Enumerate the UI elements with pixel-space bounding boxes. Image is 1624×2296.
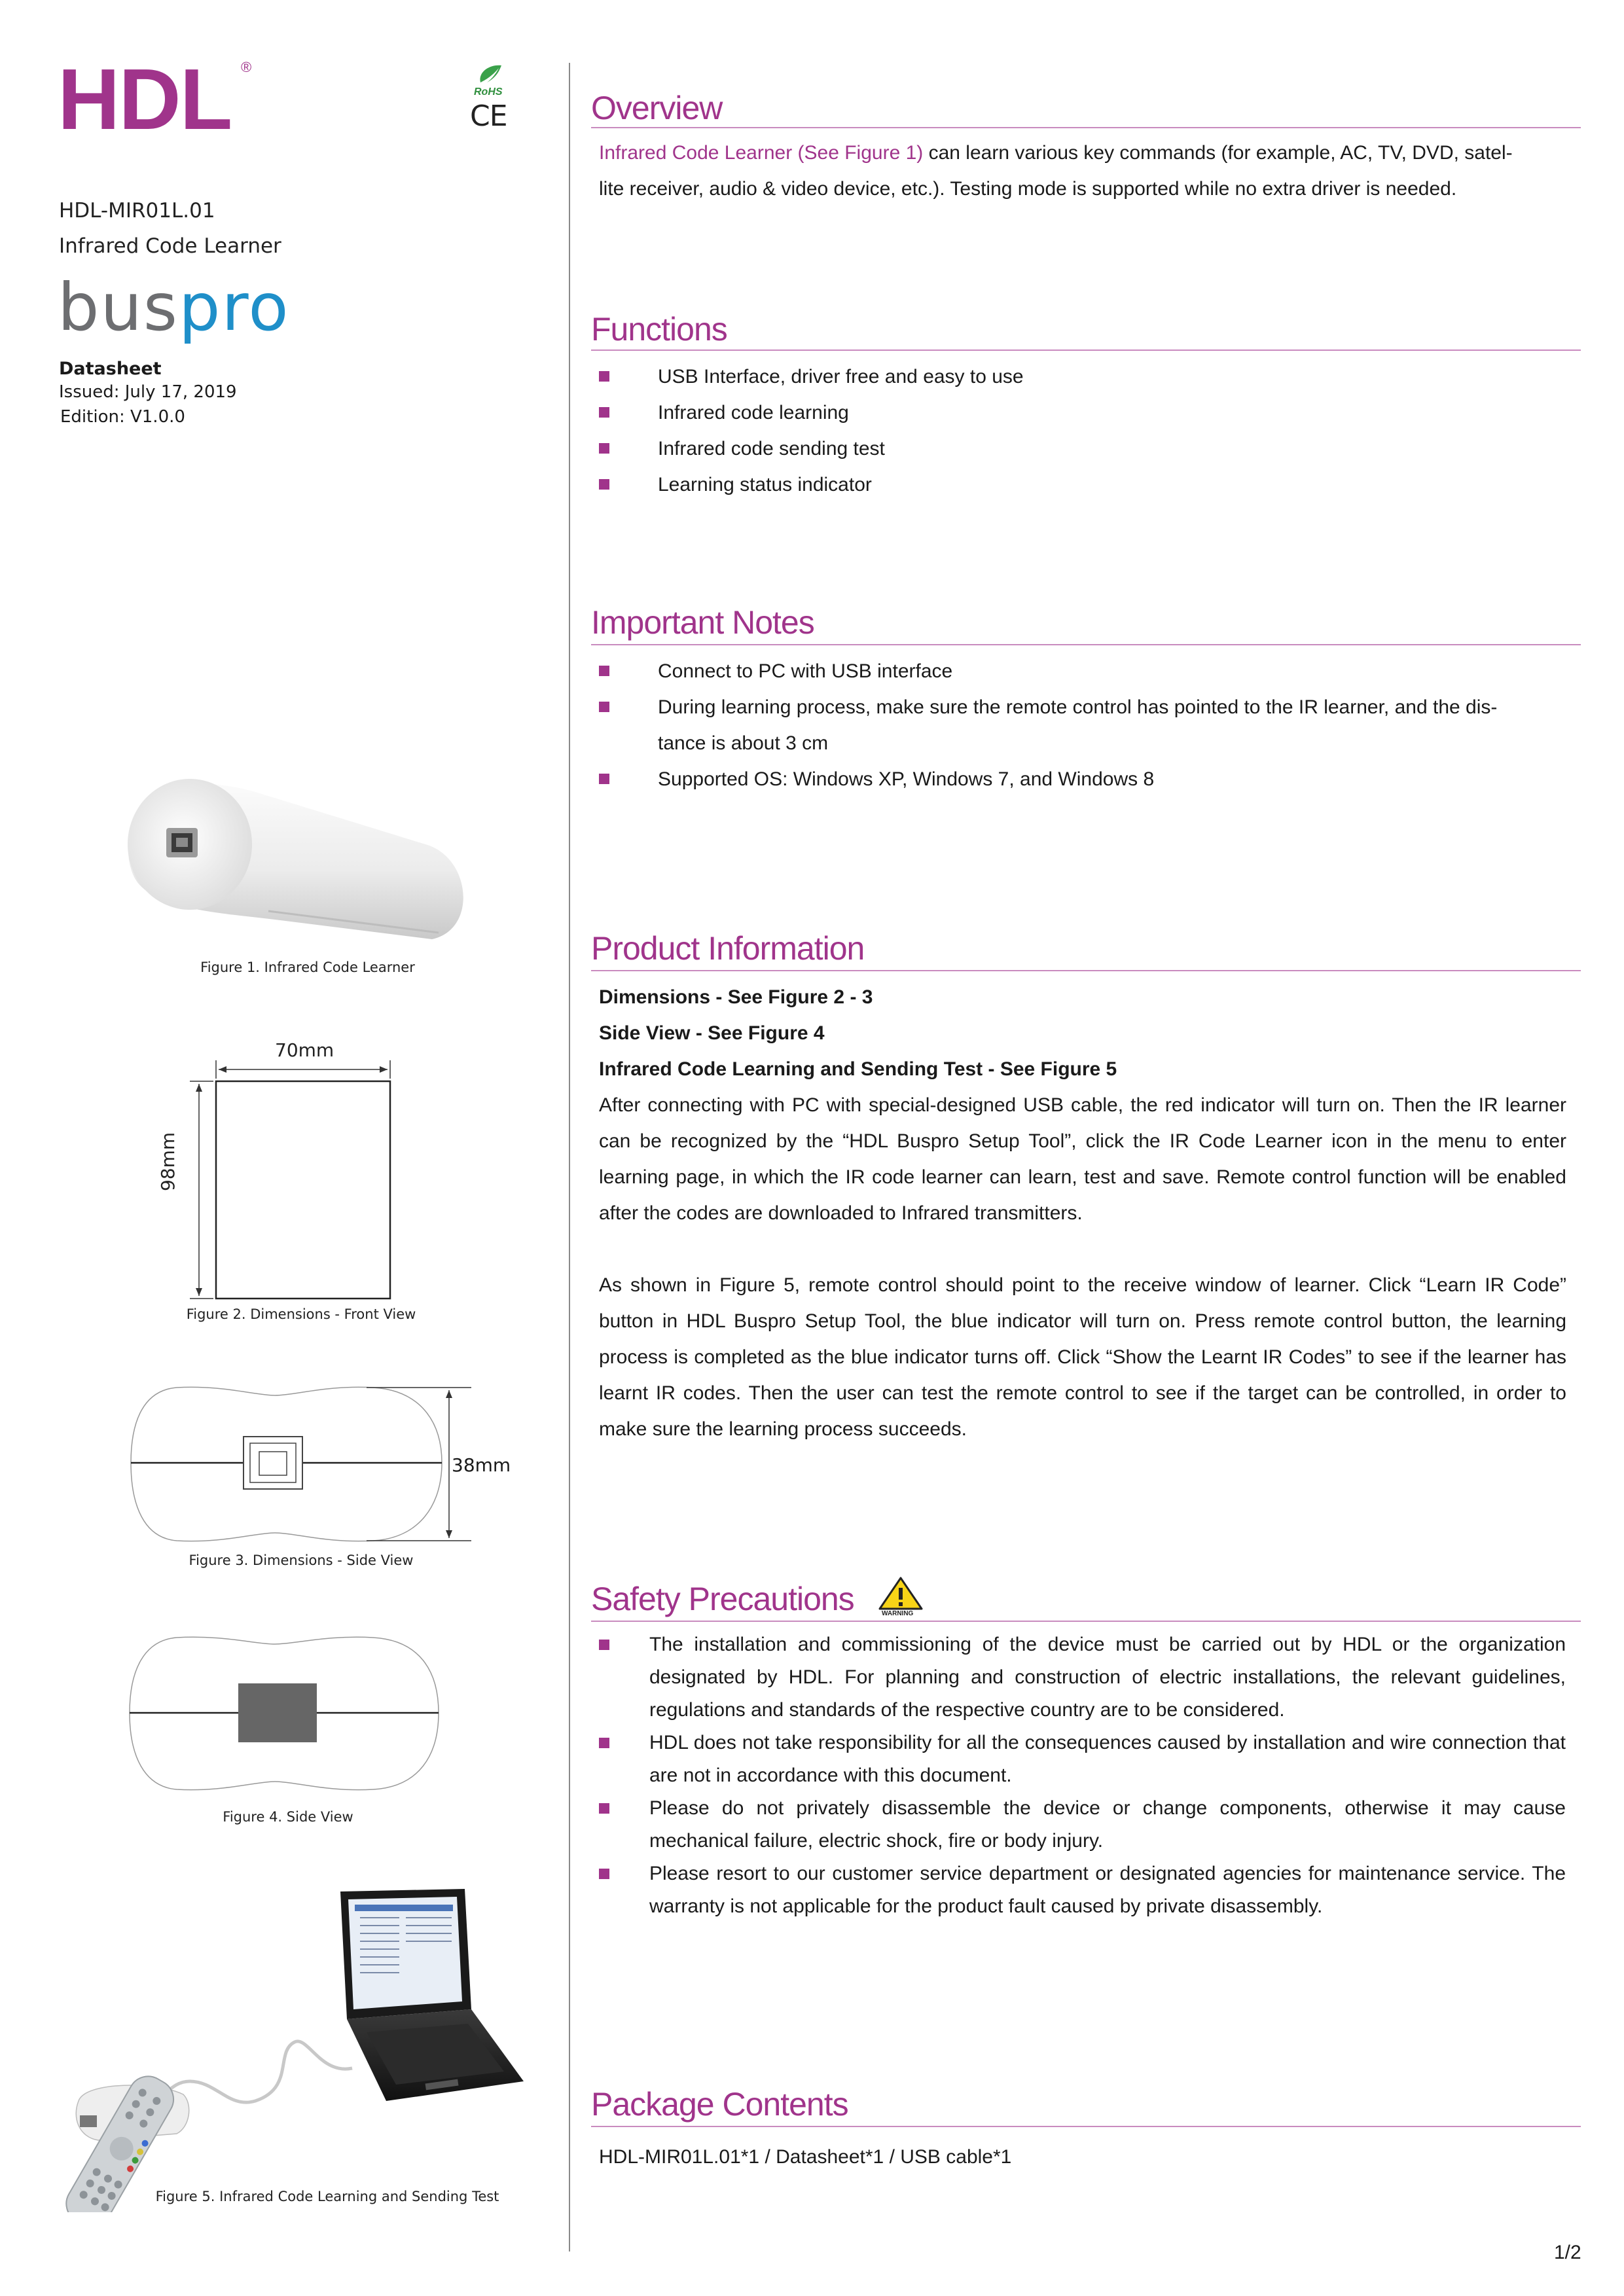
bullet-icon [599, 702, 609, 712]
notes-rule [591, 644, 1581, 645]
safety-item-3: Please do not privately disassemble the device or change components, otherwise it may cause mechanical failure, electric shock, fire or body injury. [649, 1797, 1566, 1852]
registered-mark: ® [241, 59, 252, 75]
product-info-title: Product Information [591, 930, 865, 967]
model-number: HDL-MIR01L.01 [59, 199, 215, 223]
overview-highlight: Infrared Code Learner (See Figure 1) [599, 142, 924, 164]
datasheet-title: Datasheet [59, 359, 162, 379]
safety-item-4: Please resort to our customer service department or designated agencies for maintenance service. The warranty is not applicable for the product fault caused by private disassembly. [649, 1863, 1566, 1917]
product-info-line3: Infrared Code Learning and Sending Test - See Figure 5 [599, 1058, 1117, 1080]
figure-5-caption: Figure 5. Infrared Code Learning and Sending Test [155, 2189, 499, 2204]
column-divider [569, 63, 570, 2251]
functions-title: Functions [591, 311, 727, 348]
list-item-text: USB Interface, driver free and easy to use [658, 366, 1024, 387]
product-info-line1: Dimensions - See Figure 2 - 3 [599, 986, 873, 1008]
rohs-label: RoHS [474, 86, 503, 98]
figure-1-caption: Figure 1. Infrared Code Learner [200, 960, 415, 975]
notes-title: Important Notes [591, 604, 814, 641]
product-info-para2: As shown in Figure 5, remote control should point to the receive window of learner. Click “Learn IR Code” button in HDL Buspro Setup Tool, the blue indicator will turn on. Press remote control button, the learning process is completed as the blue indicator turns off. Click “Show the Learnt IR Codes” to see if the learner has learnt IR codes. Then the user can test the remote control to see if the target can be controlled, in order to make sure the learning process succeeds. [599, 1274, 1566, 1440]
overview-title: Overview [591, 90, 723, 126]
list-item-text: Connect to PC with USB interface [658, 660, 953, 682]
figure-3-drawing [124, 1381, 478, 1558]
figure-4-caption: Figure 4. Side View [223, 1809, 353, 1825]
figure-2-height-label: 98mm [157, 1132, 179, 1191]
safety-rule [591, 1621, 1581, 1622]
buspro-logo-part1: bus [58, 269, 179, 346]
figure-1-image [111, 772, 484, 956]
bullet-icon [599, 1640, 609, 1650]
product-info-line2: Side View - See Figure 4 [599, 1022, 825, 1044]
bullet-icon [599, 443, 609, 454]
buspro-logo [58, 269, 290, 346]
hdl-logo: HDL [58, 51, 232, 147]
list-item-text: Infrared code sending test [658, 438, 885, 459]
safety-item-2: HDL does not take responsibility for all the consequences caused by installation and wire connection that are not in accordance with this document. [649, 1732, 1566, 1786]
list-item-text: Supported OS: Windows XP, Windows 7, and Windows 8 [658, 768, 1155, 790]
list-item-text: tance is about 3 cm [658, 732, 829, 754]
figure-4-drawing [124, 1630, 452, 1806]
product-info-para1: After connecting with PC with special-designed USB cable, the red indicator will turn on. Then the IR learner can be recognized by the “HDL Buspro Setup Tool”, click the IR Code Learner icon in the menu to enter learning page, in which the IR code learner can learn, test and save. Remote control function will be enabled after the codes are downloaded to Infrared transmitters. [599, 1094, 1566, 1224]
package-text: HDL-MIR01L.01*1 / Datasheet*1 / USB cable*1 [599, 2146, 1012, 2168]
list-item-text: Learning status indicator [658, 474, 872, 495]
overview-text [599, 135, 1566, 207]
figure-2-caption: Figure 2. Dimensions - Front View [186, 1306, 416, 1322]
figure-2-width-label: 70mm [275, 1039, 334, 1061]
overview-line-1 [599, 135, 1566, 171]
issued-date: Issued: July 17, 2019 [59, 382, 237, 402]
figure-2-drawing [164, 1054, 399, 1309]
product-info-body [599, 979, 1566, 1447]
bullet-icon [599, 1738, 609, 1748]
bullet-icon [599, 1869, 609, 1879]
bullet-icon [599, 666, 609, 676]
buspro-logo-part2: pro [178, 269, 290, 346]
list-item-text: During learning process, make sure the remote control has pointed to the IR learner, and the dis- [658, 696, 1498, 718]
package-rule [591, 2126, 1581, 2127]
bullet-icon [599, 1803, 609, 1814]
package-title: Package Contents [591, 2086, 848, 2123]
overview-text-line1: can learn various key commands (for example, AC, TV, DVD, satel- [923, 142, 1513, 164]
product-name: Infrared Code Learner [59, 234, 281, 258]
bullet-icon [599, 479, 609, 490]
bullet-icon [599, 774, 609, 784]
edition: Edition: V1.0.0 [60, 407, 185, 427]
bullet-icon [599, 407, 609, 418]
warning-label: WARNING [882, 1610, 914, 1617]
product-info-rule [591, 970, 1581, 971]
functions-rule [591, 350, 1581, 351]
overview-text-line2: lite receiver, audio & video device, etc.). Testing mode is supported while no extra driver is needed. [599, 178, 1457, 200]
ce-mark: CE [470, 99, 507, 133]
safety-item-1: The installation and commissioning of the device must be carried out by HDL or the organization designated by HDL. For planning and construction of electric installations, the relevant guidelines, regulations and standards of the respective country are to be considered. [649, 1634, 1566, 1721]
overview-rule [591, 127, 1581, 128]
figure-3-height-label: 38mm [452, 1454, 511, 1476]
list-item-text: Infrared code learning [658, 402, 849, 423]
figure-5-image [59, 1885, 530, 2212]
page-number: 1/2 [1554, 2242, 1581, 2263]
bullet-icon [599, 371, 609, 382]
safety-title: Safety Precautions [591, 1581, 854, 1617]
figure-3-caption: Figure 3. Dimensions - Side View [189, 1552, 414, 1568]
